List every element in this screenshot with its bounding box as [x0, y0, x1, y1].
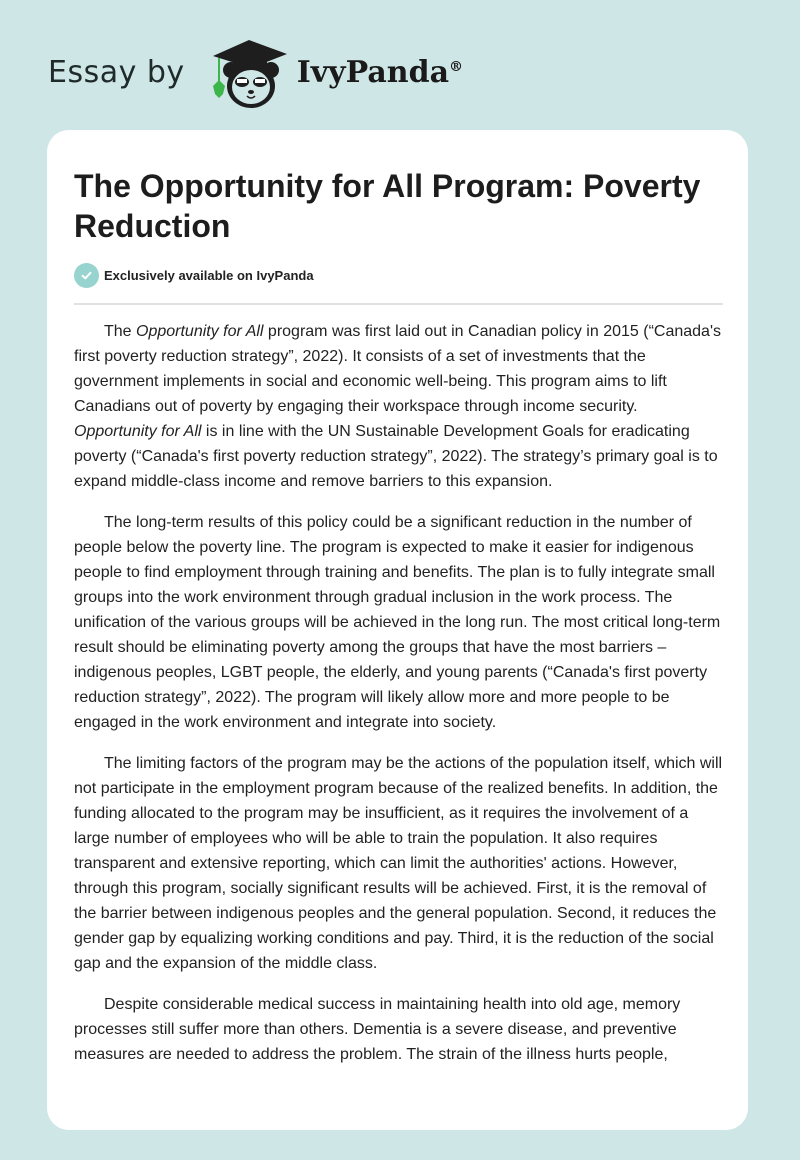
essay-by-label: Essay by	[48, 54, 185, 90]
program-name-italic: Opportunity for All	[74, 423, 202, 440]
essay-card	[47, 130, 748, 1130]
check-circle-icon	[74, 263, 99, 288]
exclusive-badge	[74, 263, 314, 288]
brand-name[interactable]	[297, 55, 463, 90]
registered-mark: ®	[449, 58, 464, 75]
exclusive-badge-label: Exclusively available on IvyPanda	[104, 268, 314, 283]
essay-title: The Opportunity for All Program: Poverty Reduction	[74, 168, 701, 244]
paragraph-2: The long-term results of this policy could be a significant reduction in the number of people below the poverty line. The program is expected to make it easier for indigenous people to find employment through training and benefits. The plan is to fully integrate small groups into the work environment through gradual inclusion in the work process. The unification of the various groups will be achieved in the long run. The most critical long-term result should be eliminating poverty among the groups that have the most barriers – indigenous peoples, LGBT people, the elderly, and young parents (“Canada's first poverty reduction strategy”, 2022). The program will likely allow more and more people to be engaged in the work environment and integrate into society.	[74, 514, 721, 731]
paragraph-text: is in line with the UN Sustainable Development Goals for eradicating poverty (“Canada's first poverty reduction strategy”, 2022). The strategy’s primary goal is to expand middle-class income and remove barriers to this expansion.	[74, 423, 718, 490]
paragraph-4: Despite considerable medical success in maintaining health into old age, memory processes still suffer more than others. Dementia is a severe disease, and preventive measures are needed to address the problem. The strain of the illness hurts people,	[74, 996, 681, 1063]
panda-graduate-logo-icon[interactable]	[203, 34, 293, 110]
title-divider	[74, 303, 723, 305]
paragraph-3: The limiting factors of the program may be the actions of the population itself, which will not participate in the employment program because of the realized benefits. In addition, the funding allocated to the program may be insufficient, as it requires the involvement of a large number of employees who will be able to train the population. It also requires transparent and extensive reporting, which can limit the authorities' actions. However, through this program, socially significant results will be achieved. First, it is the removal of the barrier between indigenous peoples and the general population. Second, it reduces the gender gap by equalizing working conditions and pay. Third, it is the reduction of the social gap and the expansion of the middle class.	[74, 755, 723, 972]
brand-name-text: IvyPanda	[296, 54, 450, 90]
paragraph-text: program was first laid out in Canadian policy in 2015 (“Canada's first poverty reduction strategy”, 2022). It consists of a set of investments that the government implements in social and economic well-being. This program aims to lift Canadians out of poverty by engaging their workspace through income security.	[74, 323, 721, 415]
program-name-italic: Opportunity for All	[136, 323, 264, 340]
essay-body	[74, 319, 724, 1083]
paragraph-text: The	[104, 323, 137, 340]
site-header	[48, 34, 463, 110]
paragraph-1	[74, 319, 724, 494]
